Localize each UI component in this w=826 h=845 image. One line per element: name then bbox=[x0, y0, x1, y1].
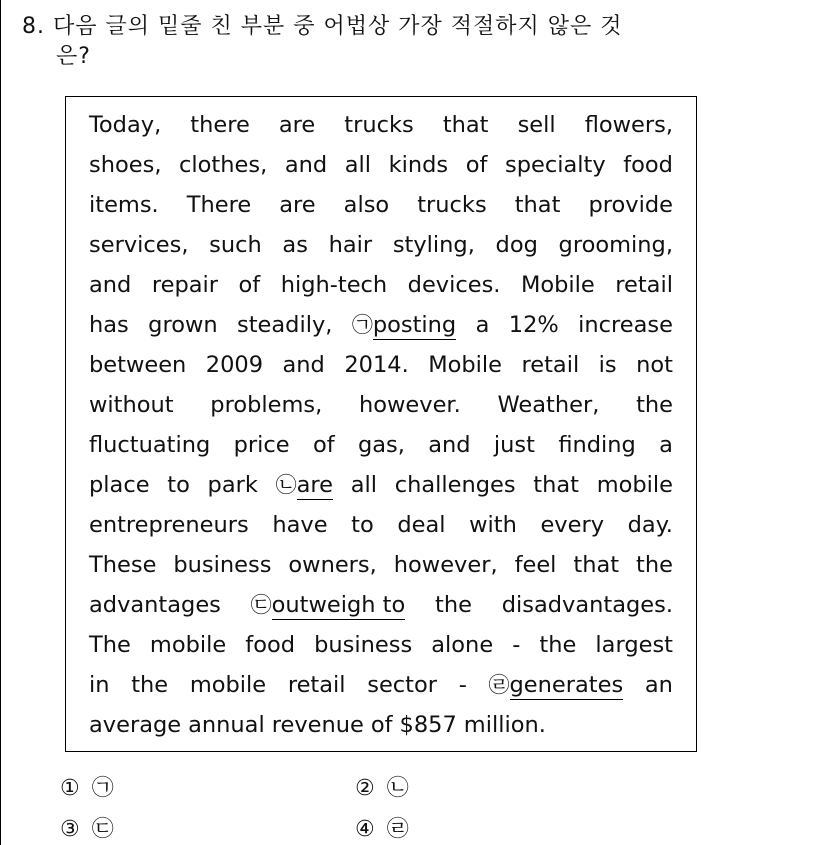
word: have bbox=[272, 512, 328, 538]
word: food bbox=[245, 632, 296, 658]
word: and bbox=[282, 352, 325, 378]
passage-line-5 bbox=[89, 265, 673, 305]
word: of bbox=[238, 272, 261, 298]
word: retail bbox=[615, 272, 673, 298]
word: the bbox=[636, 392, 673, 418]
word: Mobile bbox=[520, 272, 595, 298]
passage-box bbox=[65, 96, 697, 752]
passage-line-11 bbox=[89, 505, 673, 545]
word: sector bbox=[367, 672, 438, 698]
word: between bbox=[89, 352, 187, 378]
passage-line-8 bbox=[89, 385, 673, 425]
word: a bbox=[475, 312, 490, 338]
word: annual bbox=[188, 712, 265, 738]
word: however. bbox=[358, 392, 461, 418]
word: deal bbox=[397, 512, 446, 538]
word: mobile bbox=[149, 632, 227, 658]
passage-line-12 bbox=[89, 545, 673, 585]
option-4[interactable] bbox=[355, 816, 409, 844]
word: - bbox=[512, 632, 521, 658]
word: steadily, bbox=[237, 312, 333, 338]
word: There bbox=[186, 192, 252, 218]
word: trucks bbox=[344, 112, 414, 138]
word: flowers, bbox=[584, 112, 673, 138]
word: devices. bbox=[407, 272, 501, 298]
option-label: ㉠ bbox=[91, 776, 114, 801]
passage-line-16 bbox=[89, 705, 673, 745]
word: 12% bbox=[508, 312, 559, 338]
word: The bbox=[89, 632, 131, 658]
option-number: ① bbox=[60, 776, 80, 801]
passage-line-13 bbox=[89, 585, 673, 625]
word: hair bbox=[328, 232, 373, 258]
word: has bbox=[89, 312, 129, 338]
underlined-choice-c bbox=[251, 585, 406, 625]
passage-line-2 bbox=[89, 145, 673, 185]
word: day. bbox=[627, 512, 673, 538]
option-number: ④ bbox=[355, 817, 375, 842]
word: of bbox=[312, 432, 335, 458]
word: place bbox=[89, 472, 150, 498]
word: clothes, bbox=[179, 152, 268, 178]
word: are bbox=[278, 112, 316, 138]
word: feel bbox=[514, 552, 557, 578]
word: $857 bbox=[399, 712, 457, 738]
word: and bbox=[428, 432, 471, 458]
word: Today, bbox=[89, 112, 162, 138]
word: and bbox=[89, 272, 132, 298]
option-number: ③ bbox=[60, 817, 80, 842]
word: that bbox=[514, 192, 561, 218]
word: food bbox=[623, 152, 673, 178]
word: challenges bbox=[394, 472, 516, 498]
word: problems, bbox=[210, 392, 323, 418]
passage-line-1 bbox=[89, 105, 673, 145]
word: to bbox=[351, 512, 374, 538]
word: such bbox=[209, 232, 262, 258]
passage-line-10 bbox=[89, 465, 673, 505]
word: retail bbox=[287, 672, 346, 698]
word: grown bbox=[148, 312, 218, 338]
underlined-text-d: generates bbox=[509, 672, 624, 698]
passage-line-7 bbox=[89, 345, 673, 385]
word: repair bbox=[151, 272, 219, 298]
word: that bbox=[573, 552, 620, 578]
question-text-line-2: 은? bbox=[56, 44, 91, 69]
word: that bbox=[533, 472, 579, 498]
word: the bbox=[131, 672, 169, 698]
word: retail bbox=[521, 352, 580, 378]
word: every bbox=[540, 512, 605, 538]
word: increase bbox=[578, 312, 673, 338]
word: gas, bbox=[357, 432, 405, 458]
word: a bbox=[659, 432, 673, 458]
word: without bbox=[89, 392, 174, 418]
underlined-choice-b bbox=[276, 465, 333, 505]
word: the bbox=[636, 552, 673, 578]
word: and bbox=[284, 152, 328, 178]
word: business bbox=[173, 552, 272, 578]
word: that bbox=[442, 112, 489, 138]
word: of bbox=[370, 712, 393, 738]
word: is bbox=[598, 352, 617, 378]
word: owners, bbox=[288, 552, 377, 578]
word: fluctuating bbox=[89, 432, 211, 458]
word: high-tech bbox=[280, 272, 388, 298]
word: provide bbox=[588, 192, 673, 218]
word: alone bbox=[431, 632, 494, 658]
word: are bbox=[279, 192, 316, 218]
word: - bbox=[458, 672, 467, 698]
word: just bbox=[493, 432, 535, 458]
option-number: ② bbox=[355, 776, 375, 801]
word: largest bbox=[595, 632, 673, 658]
word: trucks bbox=[417, 192, 487, 218]
option-3[interactable] bbox=[60, 816, 114, 844]
word: styling, bbox=[392, 232, 475, 258]
passage-line-4 bbox=[89, 225, 673, 265]
word: shoes, bbox=[89, 152, 162, 178]
word: all bbox=[344, 152, 372, 178]
word: to bbox=[167, 472, 190, 498]
word: million. bbox=[463, 712, 546, 738]
word: specialty bbox=[505, 152, 606, 178]
word: items. bbox=[89, 192, 159, 218]
word: Mobile bbox=[428, 352, 503, 378]
passage-line-6 bbox=[89, 305, 673, 345]
passage-line-3 bbox=[89, 185, 673, 225]
option-label: ㉡ bbox=[386, 776, 409, 801]
word: These bbox=[89, 552, 157, 578]
underlined-text-b: are bbox=[296, 472, 333, 498]
word: mobile bbox=[596, 472, 673, 498]
word: all bbox=[350, 472, 377, 498]
option-label: ㉢ bbox=[91, 817, 114, 842]
word: mobile bbox=[189, 672, 267, 698]
word: Weather, bbox=[497, 392, 600, 418]
word: advantages bbox=[89, 592, 221, 618]
underlined-text-c: outweigh to bbox=[271, 592, 406, 618]
word: entrepreneurs bbox=[89, 512, 249, 538]
word: of bbox=[465, 152, 488, 178]
question-stem bbox=[22, 12, 762, 72]
word: the bbox=[435, 592, 472, 618]
word: as bbox=[282, 232, 308, 258]
word: 2009 bbox=[205, 352, 264, 378]
underlined-text-a: posting bbox=[372, 312, 457, 338]
word: 2014. bbox=[344, 352, 409, 378]
word: revenue bbox=[271, 712, 364, 738]
word: the bbox=[539, 632, 577, 658]
option-1[interactable] bbox=[60, 775, 114, 803]
question-text-line-1: 8. 다음 글의 밑줄 친 부분 중 어법상 가장 적절하지 않은 것 bbox=[22, 14, 623, 39]
passage-text bbox=[89, 105, 673, 745]
word: in bbox=[89, 672, 110, 698]
circled-marker-a: ㉠ bbox=[351, 313, 373, 337]
word: also bbox=[343, 192, 390, 218]
word: average bbox=[89, 712, 182, 738]
word: price bbox=[233, 432, 290, 458]
word: dog bbox=[495, 232, 538, 258]
word: there bbox=[190, 112, 250, 138]
underlined-choice-d bbox=[489, 665, 624, 705]
circled-marker-b: ㉡ bbox=[275, 473, 297, 497]
word: finding bbox=[558, 432, 636, 458]
word: with bbox=[469, 512, 517, 538]
word: park bbox=[207, 472, 258, 498]
word: however, bbox=[393, 552, 498, 578]
circled-marker-d: ㉣ bbox=[488, 673, 510, 697]
option-label: ㉣ bbox=[386, 817, 409, 842]
passage-line-15 bbox=[89, 665, 673, 705]
word: an bbox=[644, 672, 673, 698]
option-2[interactable] bbox=[355, 775, 409, 803]
word: services, bbox=[89, 232, 189, 258]
word: disadvantages. bbox=[501, 592, 673, 618]
word: grooming, bbox=[558, 232, 673, 258]
word: business bbox=[314, 632, 413, 658]
circled-marker-c: ㉢ bbox=[250, 593, 272, 617]
passage-line-9 bbox=[89, 425, 673, 465]
passage-line-14 bbox=[89, 625, 673, 665]
word: not bbox=[636, 352, 673, 378]
word: sell bbox=[517, 112, 556, 138]
page-left-border bbox=[0, 0, 1, 845]
word: kinds bbox=[388, 152, 449, 178]
underlined-choice-a bbox=[352, 305, 456, 345]
